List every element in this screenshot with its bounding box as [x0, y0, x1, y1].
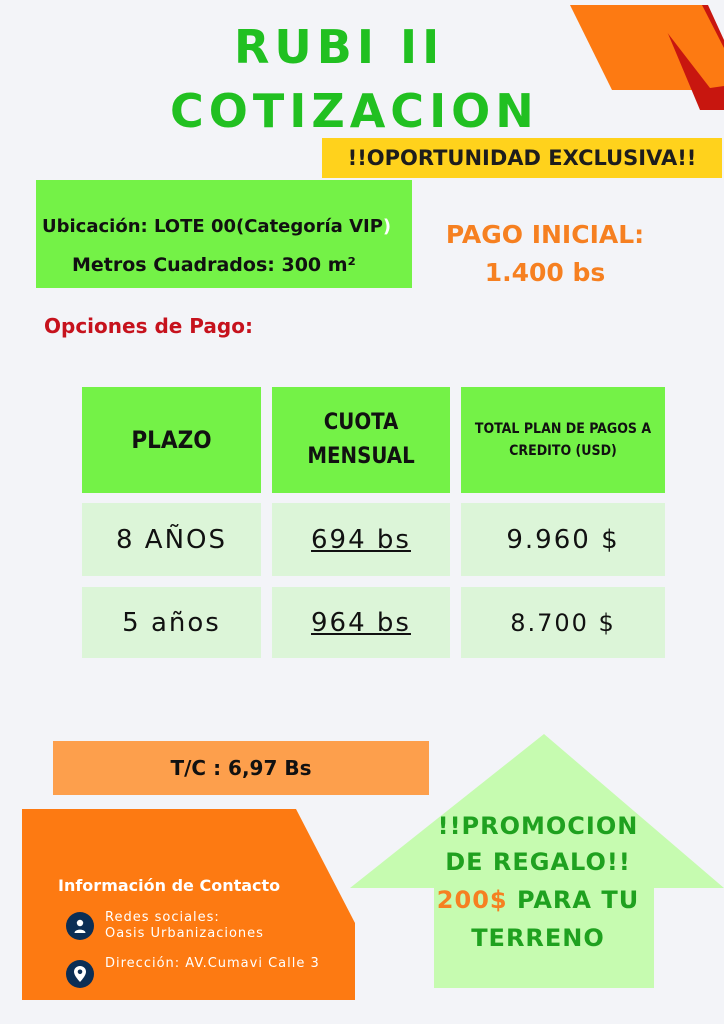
promo-line-3 — [420, 886, 656, 914]
initial-payment-label: PAGO INICIAL: — [445, 220, 645, 249]
promo-line-4: TERRENO — [471, 924, 605, 952]
social-handle[interactable]: Oasis Urbanizaciones — [105, 926, 264, 941]
exclusive-banner: !!OPORTUNIDAD EXCLUSIVA!! — [322, 138, 722, 178]
table-cell-plazo: 8 AÑOS — [82, 503, 261, 576]
table-cell-total: 9.960 $ — [461, 503, 665, 576]
table-header-total: TOTAL PLAN DE PAGOS A CREDITO (USD) — [461, 387, 665, 493]
table-cell-plazo: 5 años — [82, 587, 261, 658]
cuota-link[interactable]: 964 bs — [311, 607, 411, 638]
user-icon — [66, 912, 94, 940]
promo-amount: 200$ — [436, 886, 508, 914]
exchange-rate-box: T/C : 6,97 Bs — [53, 741, 429, 795]
table-cell-cuota — [272, 503, 450, 576]
table-header-cuota: CUOTA MENSUAL — [272, 387, 450, 493]
location-paren: ) — [382, 216, 392, 237]
title-line-2: COTIZACION — [170, 84, 539, 138]
table-cell-cuota — [272, 587, 450, 658]
location-text — [42, 216, 391, 237]
contact-panel — [0, 806, 360, 1002]
area-text: Metros Cuadrados: 300 m² — [72, 254, 356, 276]
table-header-plazo: PLAZO — [82, 387, 261, 493]
initial-payment-value: 1.400 bs — [484, 258, 606, 287]
promo-line-2: DE REGALO!! — [445, 848, 631, 876]
location-pin-icon — [66, 960, 94, 988]
promo-line-3-text: PARA TU — [507, 886, 640, 914]
promo-line-1: !!PROMOCION — [437, 812, 639, 840]
location-main: Ubicación: LOTE 00(Categoría VIP — [42, 216, 383, 237]
address-text: Dirección: AV.Cumavi Calle 3 — [105, 956, 320, 971]
table-cell-total: 8.700 $ — [461, 587, 665, 658]
title-line-1: RUBI II — [234, 20, 445, 74]
contact-title: Información de Contacto — [58, 876, 281, 895]
social-label: Redes sociales: — [105, 910, 220, 925]
payment-options-heading: Opciones de Pago: — [44, 314, 253, 338]
cuota-link[interactable]: 694 bs — [311, 524, 411, 555]
